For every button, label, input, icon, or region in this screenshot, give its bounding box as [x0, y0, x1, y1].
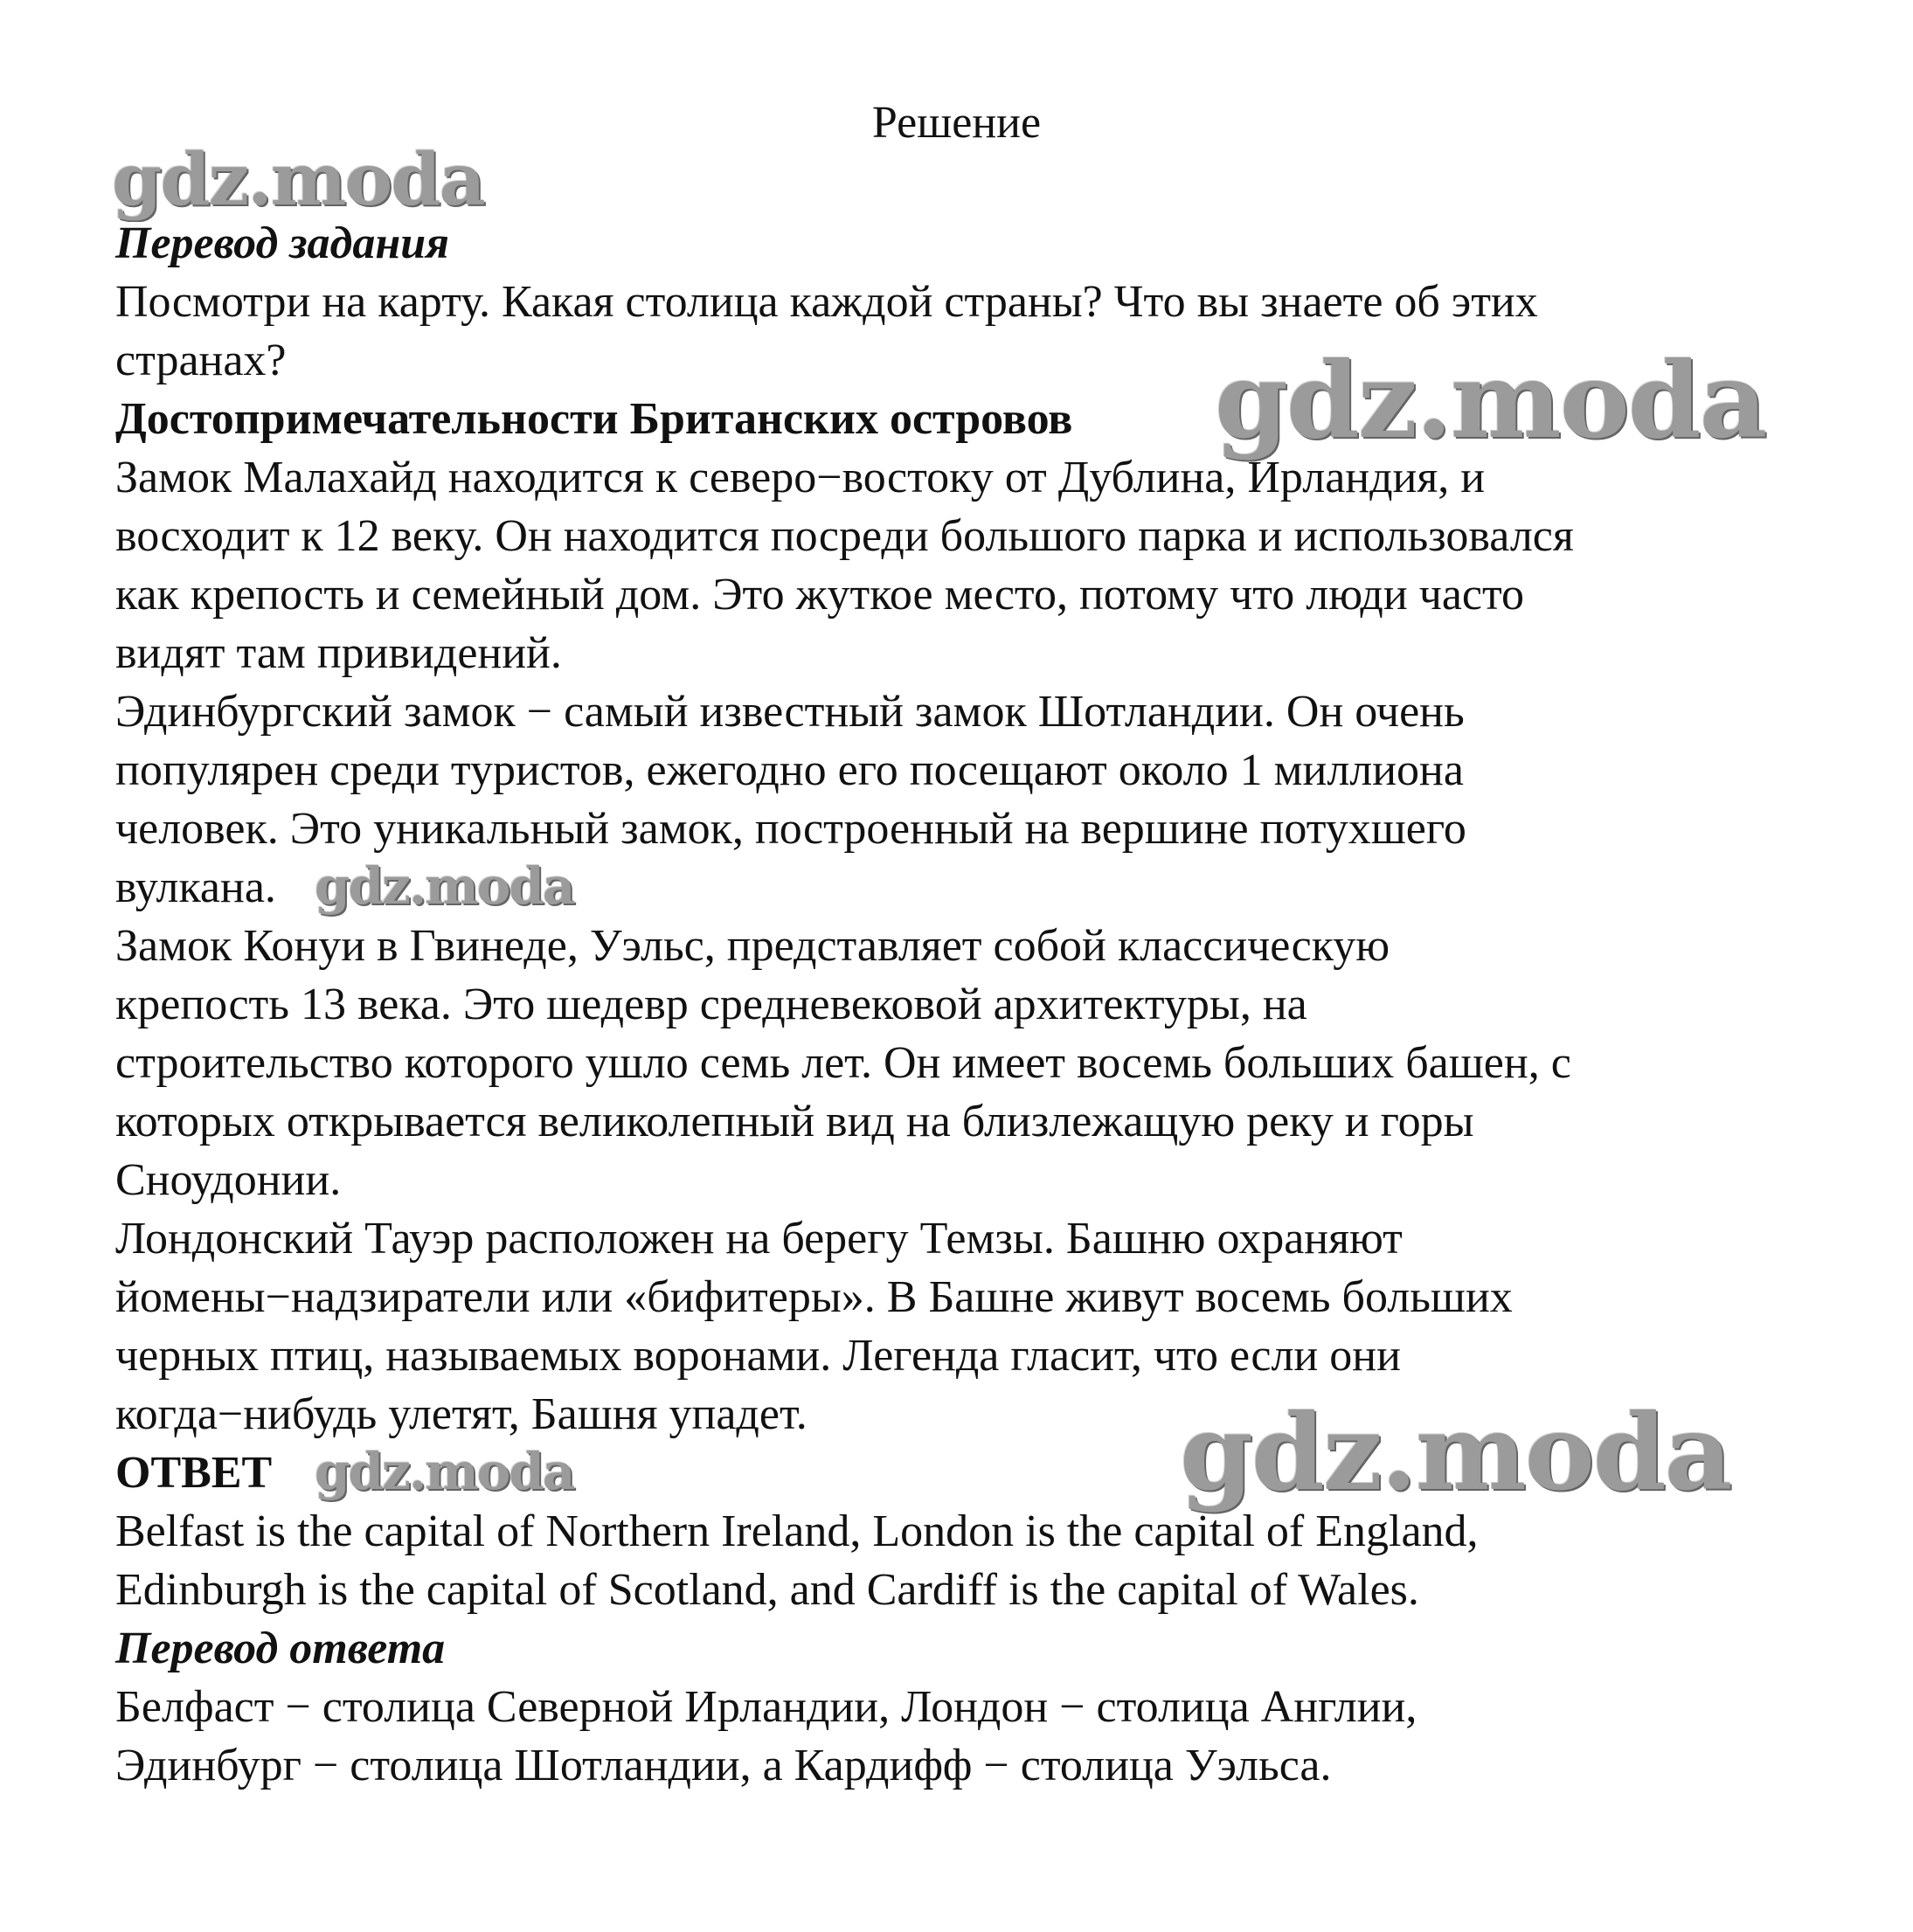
- paragraph-line: йомены−надзиратели или «бифитеры». В Башне живут восемь больших: [115, 1272, 1513, 1322]
- paragraph-line: крепость 13 века. Это шедевр средневековой архитектуры, на: [115, 980, 1307, 1029]
- watermark-logo: gdz.moda: [1215, 339, 1766, 462]
- answer-line: Edinburgh is the capital of Scotland, and Cardiff is the capital of Wales.: [115, 1565, 1419, 1615]
- answer-line: Belfast is the capital of Northern Ireland, London is the capital of England,: [115, 1506, 1479, 1556]
- paragraph-line: черных птиц, называемых воронами. Легенда гласит, что если они: [115, 1331, 1401, 1381]
- watermark-logo: gdz.moda: [315, 1442, 574, 1501]
- task-text-line: Посмотри на карту. Какая столица каждой страны? Что вы знаете об этих: [115, 277, 1538, 327]
- landmarks-heading: Достопримечательности Британских островов: [115, 394, 1073, 444]
- answer-heading: ОТВЕТ: [115, 1448, 273, 1498]
- paragraph-line: человек. Это уникальный замок, построенный на вершине потухшего: [115, 804, 1466, 854]
- paragraph-line: вулкана.: [115, 862, 276, 912]
- paragraph-line: видят там привидений.: [115, 628, 562, 678]
- answer-translation-line: Белфаст − столица Северной Ирландии, Лондон − столица Англии,: [115, 1682, 1417, 1732]
- answer-translation-line: Эдинбург − столица Шотландии, а Кардифф − столица Уэльса.: [115, 1741, 1332, 1790]
- watermark-logo: gdz.moda: [315, 856, 574, 916]
- watermark-logo: gdz.moda: [112, 138, 484, 222]
- page-title: Решение: [871, 98, 1042, 148]
- paragraph-line: Сноудонии.: [115, 1155, 342, 1205]
- answer-translation-heading: Перевод ответа: [115, 1624, 446, 1673]
- paragraph-line: строительство которого ушло семь лет. Он имеет восемь больших башен, с: [115, 1038, 1571, 1088]
- paragraph-line: которых открывается великолепный вид на близлежащую реку и горы: [115, 1097, 1474, 1146]
- task-text-line: странах?: [115, 336, 287, 385]
- paragraph-line: популярен среди туристов, ежегодно его посещают около 1 миллиона: [115, 745, 1464, 795]
- paragraph-line: Замок Малахайд находится к северо−востоку от Дублина, Ирландия, и: [115, 453, 1486, 502]
- paragraph-line: когда−нибудь улетят, Башня упадет.: [115, 1389, 807, 1439]
- paragraph-line: восходит к 12 веку. Он находится посреди большого парка и использовался: [115, 511, 1574, 561]
- paragraph-line: как крепость и семейный дом. Это жуткое место, потому что люди часто: [115, 570, 1525, 620]
- watermark-logo: gdz.moda: [1180, 1391, 1731, 1514]
- paragraph-line: Замок Конуи в Гвинеде, Уэльс, представляет собой классическую: [115, 921, 1390, 971]
- paragraph-line: Эдинбургский замок − самый известный замок Шотландии. Он очень: [115, 687, 1465, 737]
- task-heading: Перевод задания: [115, 218, 449, 268]
- paragraph-line: Лондонский Тауэр расположен на берегу Темзы. Башню охраняют: [115, 1214, 1403, 1264]
